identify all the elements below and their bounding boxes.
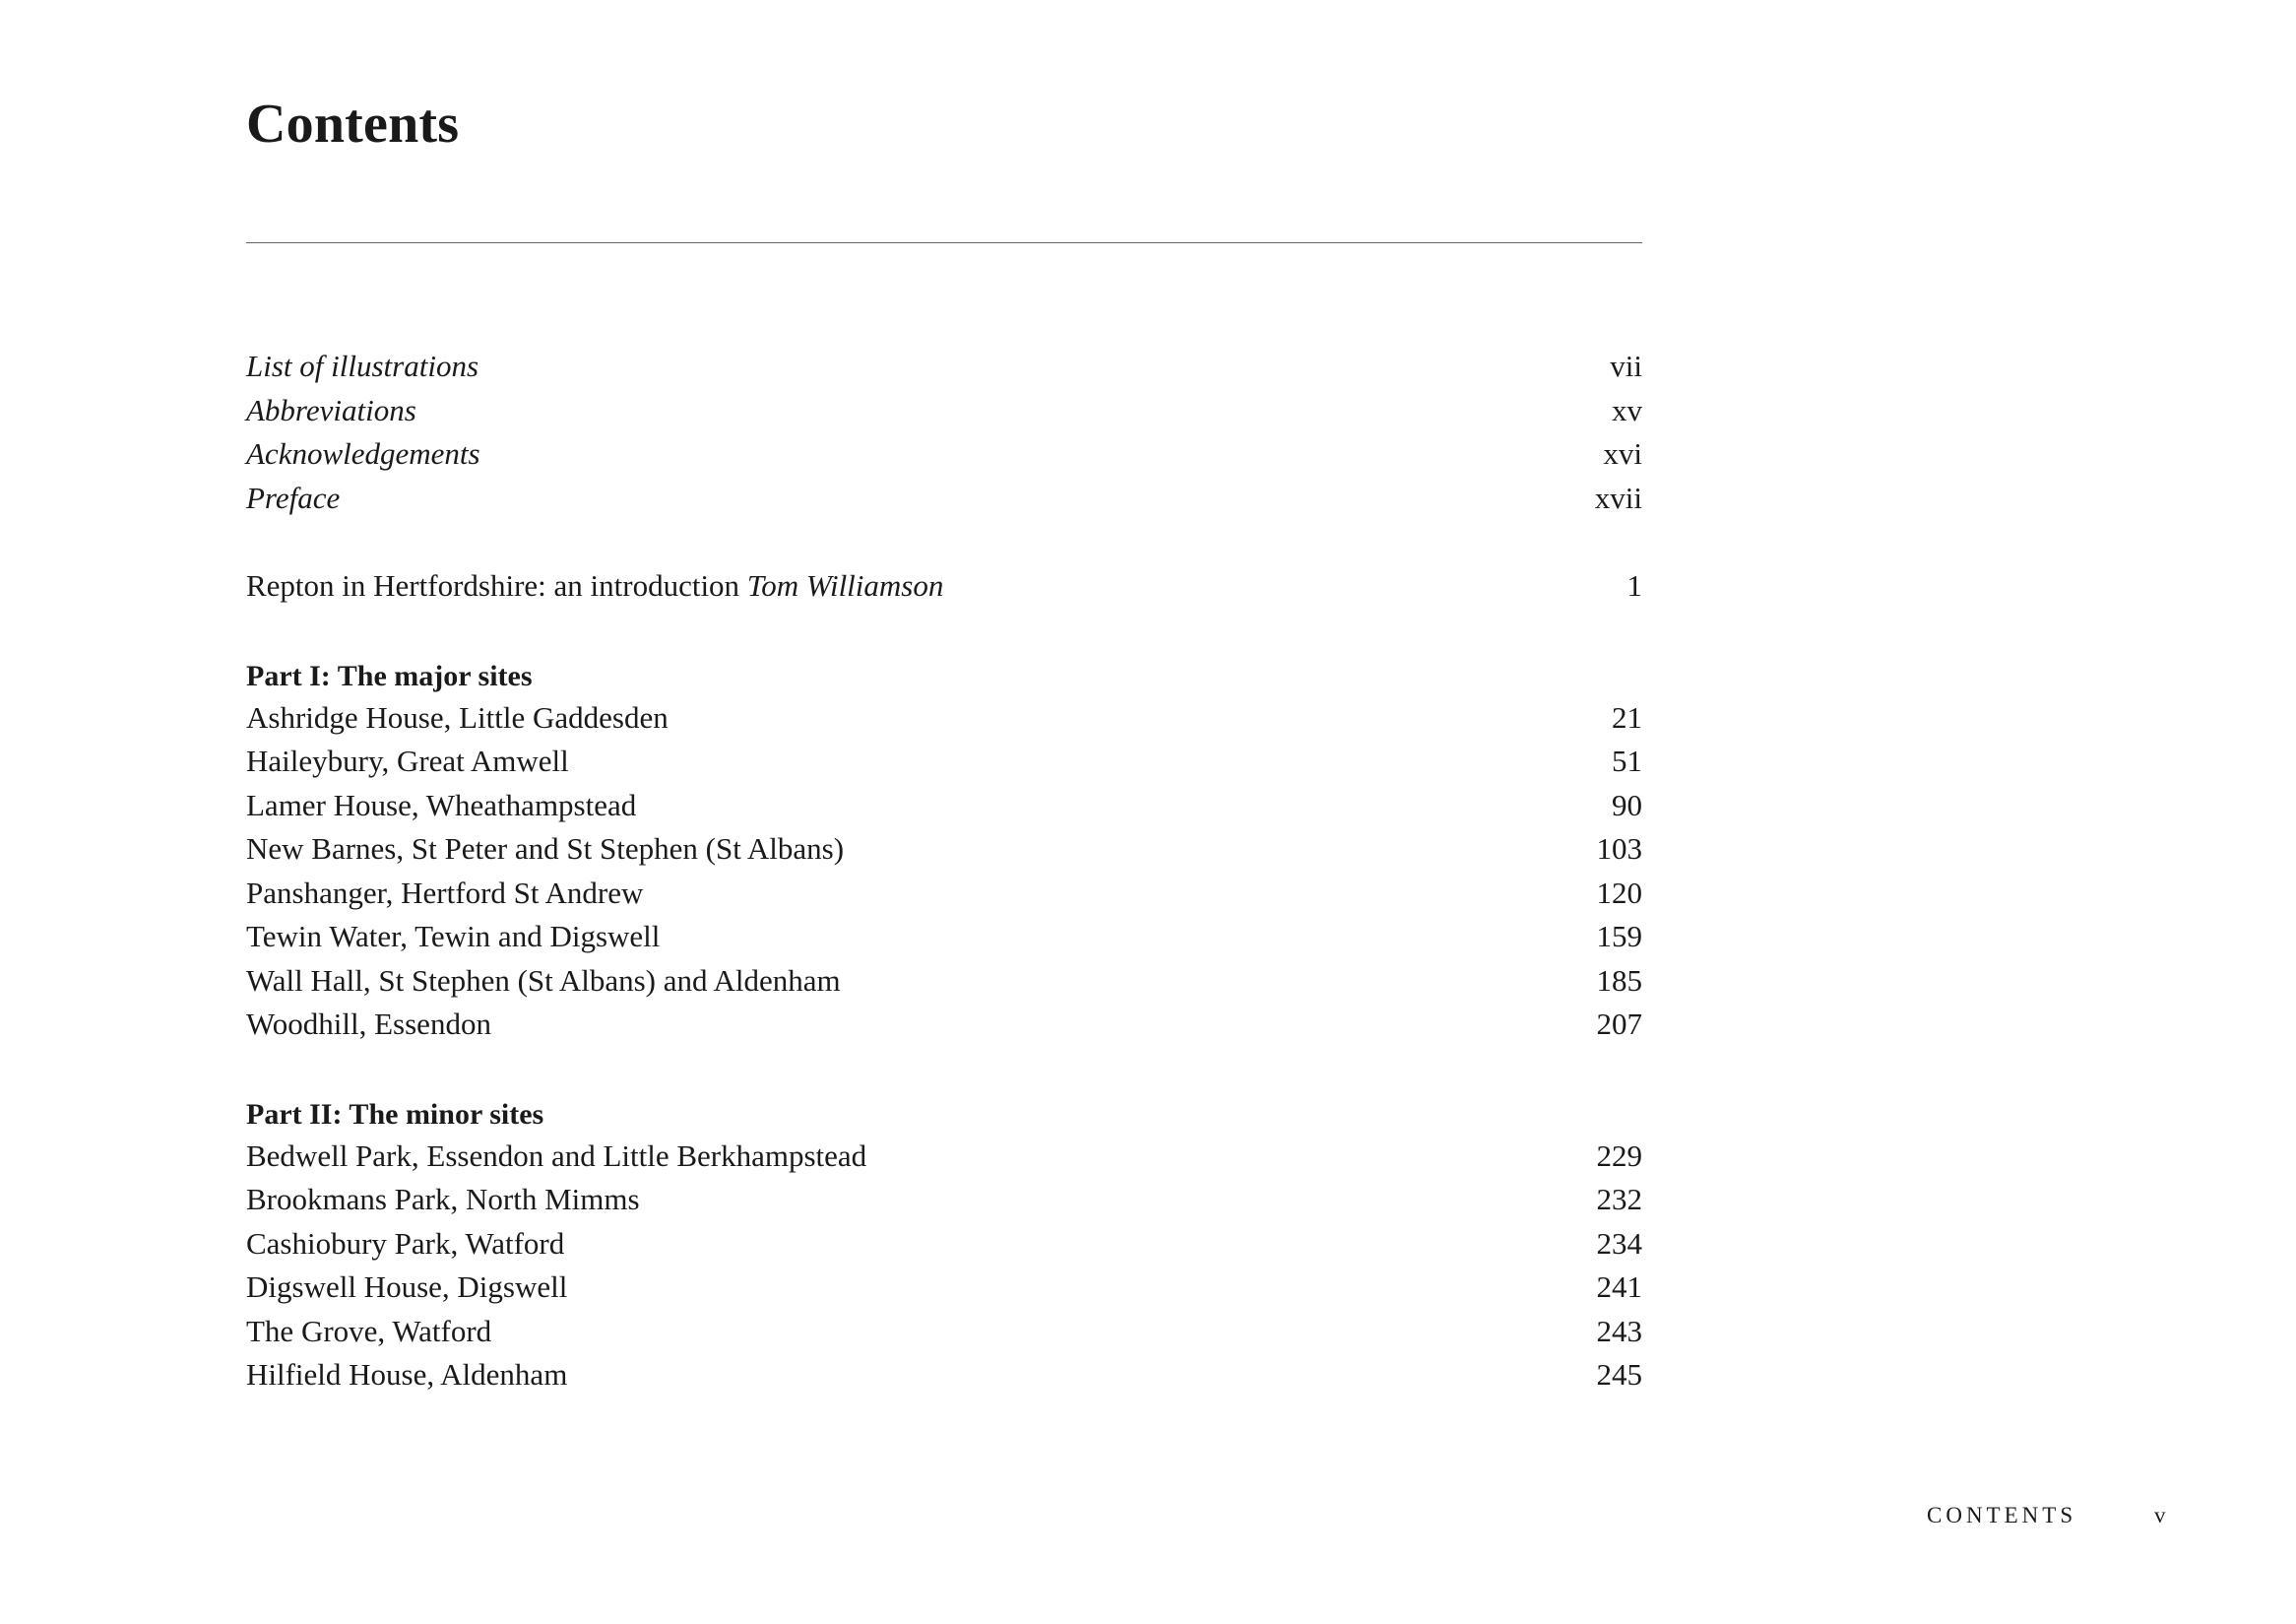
toc-entry-page: xvi xyxy=(1603,436,1642,471)
toc-entry-title xyxy=(246,564,1627,609)
toc-entry-page: 1 xyxy=(1626,568,1642,603)
toc-entry-title: Digswell House, Digswell xyxy=(246,1269,568,1304)
toc-entry-title: Panshanger, Hertford St Andrew xyxy=(246,875,644,910)
toc-entry-title: Woodhill, Essendon xyxy=(246,1007,491,1041)
toc-entry[interactable] xyxy=(246,915,1642,959)
toc-entry-page: 232 xyxy=(1596,1182,1642,1216)
part-heading: Part II: The minor sites xyxy=(246,1097,544,1131)
toc-entry-title: Cashiobury Park, Watford xyxy=(246,1225,565,1261)
toc-entry-page: 241 xyxy=(1596,1269,1642,1304)
toc-entry-page: 207 xyxy=(1596,1007,1642,1041)
title-rule xyxy=(246,242,1642,243)
toc-entry-page: 51 xyxy=(1612,744,1642,778)
toc-entry[interactable] xyxy=(246,1310,1642,1354)
toc-entry-page: 185 xyxy=(1596,962,1642,998)
running-head: CONTENTS xyxy=(1927,1503,2077,1527)
toc-entry-title: Bedwell Park, Essendon and Little Berkhampstead xyxy=(246,1137,867,1173)
toc-entry-page: 234 xyxy=(1596,1225,1642,1261)
toc-entry-page: 243 xyxy=(1596,1313,1642,1348)
toc-entry-title: Hilfield House, Aldenham xyxy=(246,1357,568,1392)
section-spacer xyxy=(246,609,1642,656)
page-title: Contents xyxy=(246,94,460,155)
section-spacer xyxy=(246,1047,1642,1094)
toc-entry[interactable] xyxy=(246,696,1642,741)
toc-entry-title: List of illustrations xyxy=(246,349,479,383)
toc-entry-title: The Grove, Watford xyxy=(246,1313,492,1348)
toc-entry-title: Brookmans Park, North Mimms xyxy=(246,1182,640,1216)
toc-entry-title: Wall Hall, St Stephen (St Albans) and Aldenham xyxy=(246,962,841,998)
toc-entry[interactable] xyxy=(246,872,1642,916)
toc-entry-page: 120 xyxy=(1596,875,1642,910)
toc-entry[interactable] xyxy=(246,1135,1642,1179)
toc-entry-title: Tewin Water, Tewin and Digswell xyxy=(246,919,661,953)
toc-entry-page: 21 xyxy=(1612,699,1642,735)
toc-entry-introduction[interactable] xyxy=(246,564,1642,609)
toc-entry-abbreviations[interactable] xyxy=(246,389,1642,433)
toc-entry-title: Acknowledgements xyxy=(246,436,480,471)
toc-entry-title: Preface xyxy=(246,480,341,515)
toc-entry[interactable] xyxy=(246,1266,1642,1310)
introduction-title: Repton in Hertfordshire: an introduction xyxy=(246,568,740,603)
introduction-author: Tom Williamson xyxy=(746,568,944,603)
toc-entry-preface[interactable] xyxy=(246,477,1642,521)
toc-entry-title: Lamer House, Wheathampstead xyxy=(246,787,637,822)
toc-entry-list-of-illustrations[interactable] xyxy=(246,345,1642,389)
toc-entry-page: xvii xyxy=(1594,480,1642,515)
toc-entry-title: New Barnes, St Peter and St Stephen (St Albans) xyxy=(246,831,845,866)
toc-entry-title: Abbreviations xyxy=(246,392,416,427)
toc-entry[interactable] xyxy=(246,1178,1642,1222)
toc-entry-acknowledgements[interactable] xyxy=(246,432,1642,477)
toc-entry-title: Ashridge House, Little Gaddesden xyxy=(246,699,669,735)
toc-entry-page: 229 xyxy=(1596,1137,1642,1173)
section-spacer xyxy=(246,520,1642,564)
toc-entry-title: Haileybury, Great Amwell xyxy=(246,744,569,778)
toc-entry[interactable] xyxy=(246,1003,1642,1047)
toc-entry[interactable] xyxy=(246,1353,1642,1397)
part-heading: Part I: The major sites xyxy=(246,659,533,692)
page-number: v xyxy=(2154,1503,2166,1527)
toc-entry[interactable] xyxy=(246,740,1642,784)
toc-entry-page: 159 xyxy=(1596,919,1642,953)
toc-entry[interactable] xyxy=(246,784,1642,828)
toc-entry-page: 90 xyxy=(1612,787,1642,822)
toc-entry-page: xv xyxy=(1612,392,1642,427)
toc-entry[interactable] xyxy=(246,1222,1642,1267)
toc-entry-page: 103 xyxy=(1596,831,1642,866)
toc-entry[interactable] xyxy=(246,959,1642,1004)
table-of-contents xyxy=(246,345,1642,1397)
toc-entry[interactable] xyxy=(246,827,1642,872)
toc-entry-page: vii xyxy=(1610,349,1642,383)
toc-entry-page: 245 xyxy=(1596,1357,1642,1392)
